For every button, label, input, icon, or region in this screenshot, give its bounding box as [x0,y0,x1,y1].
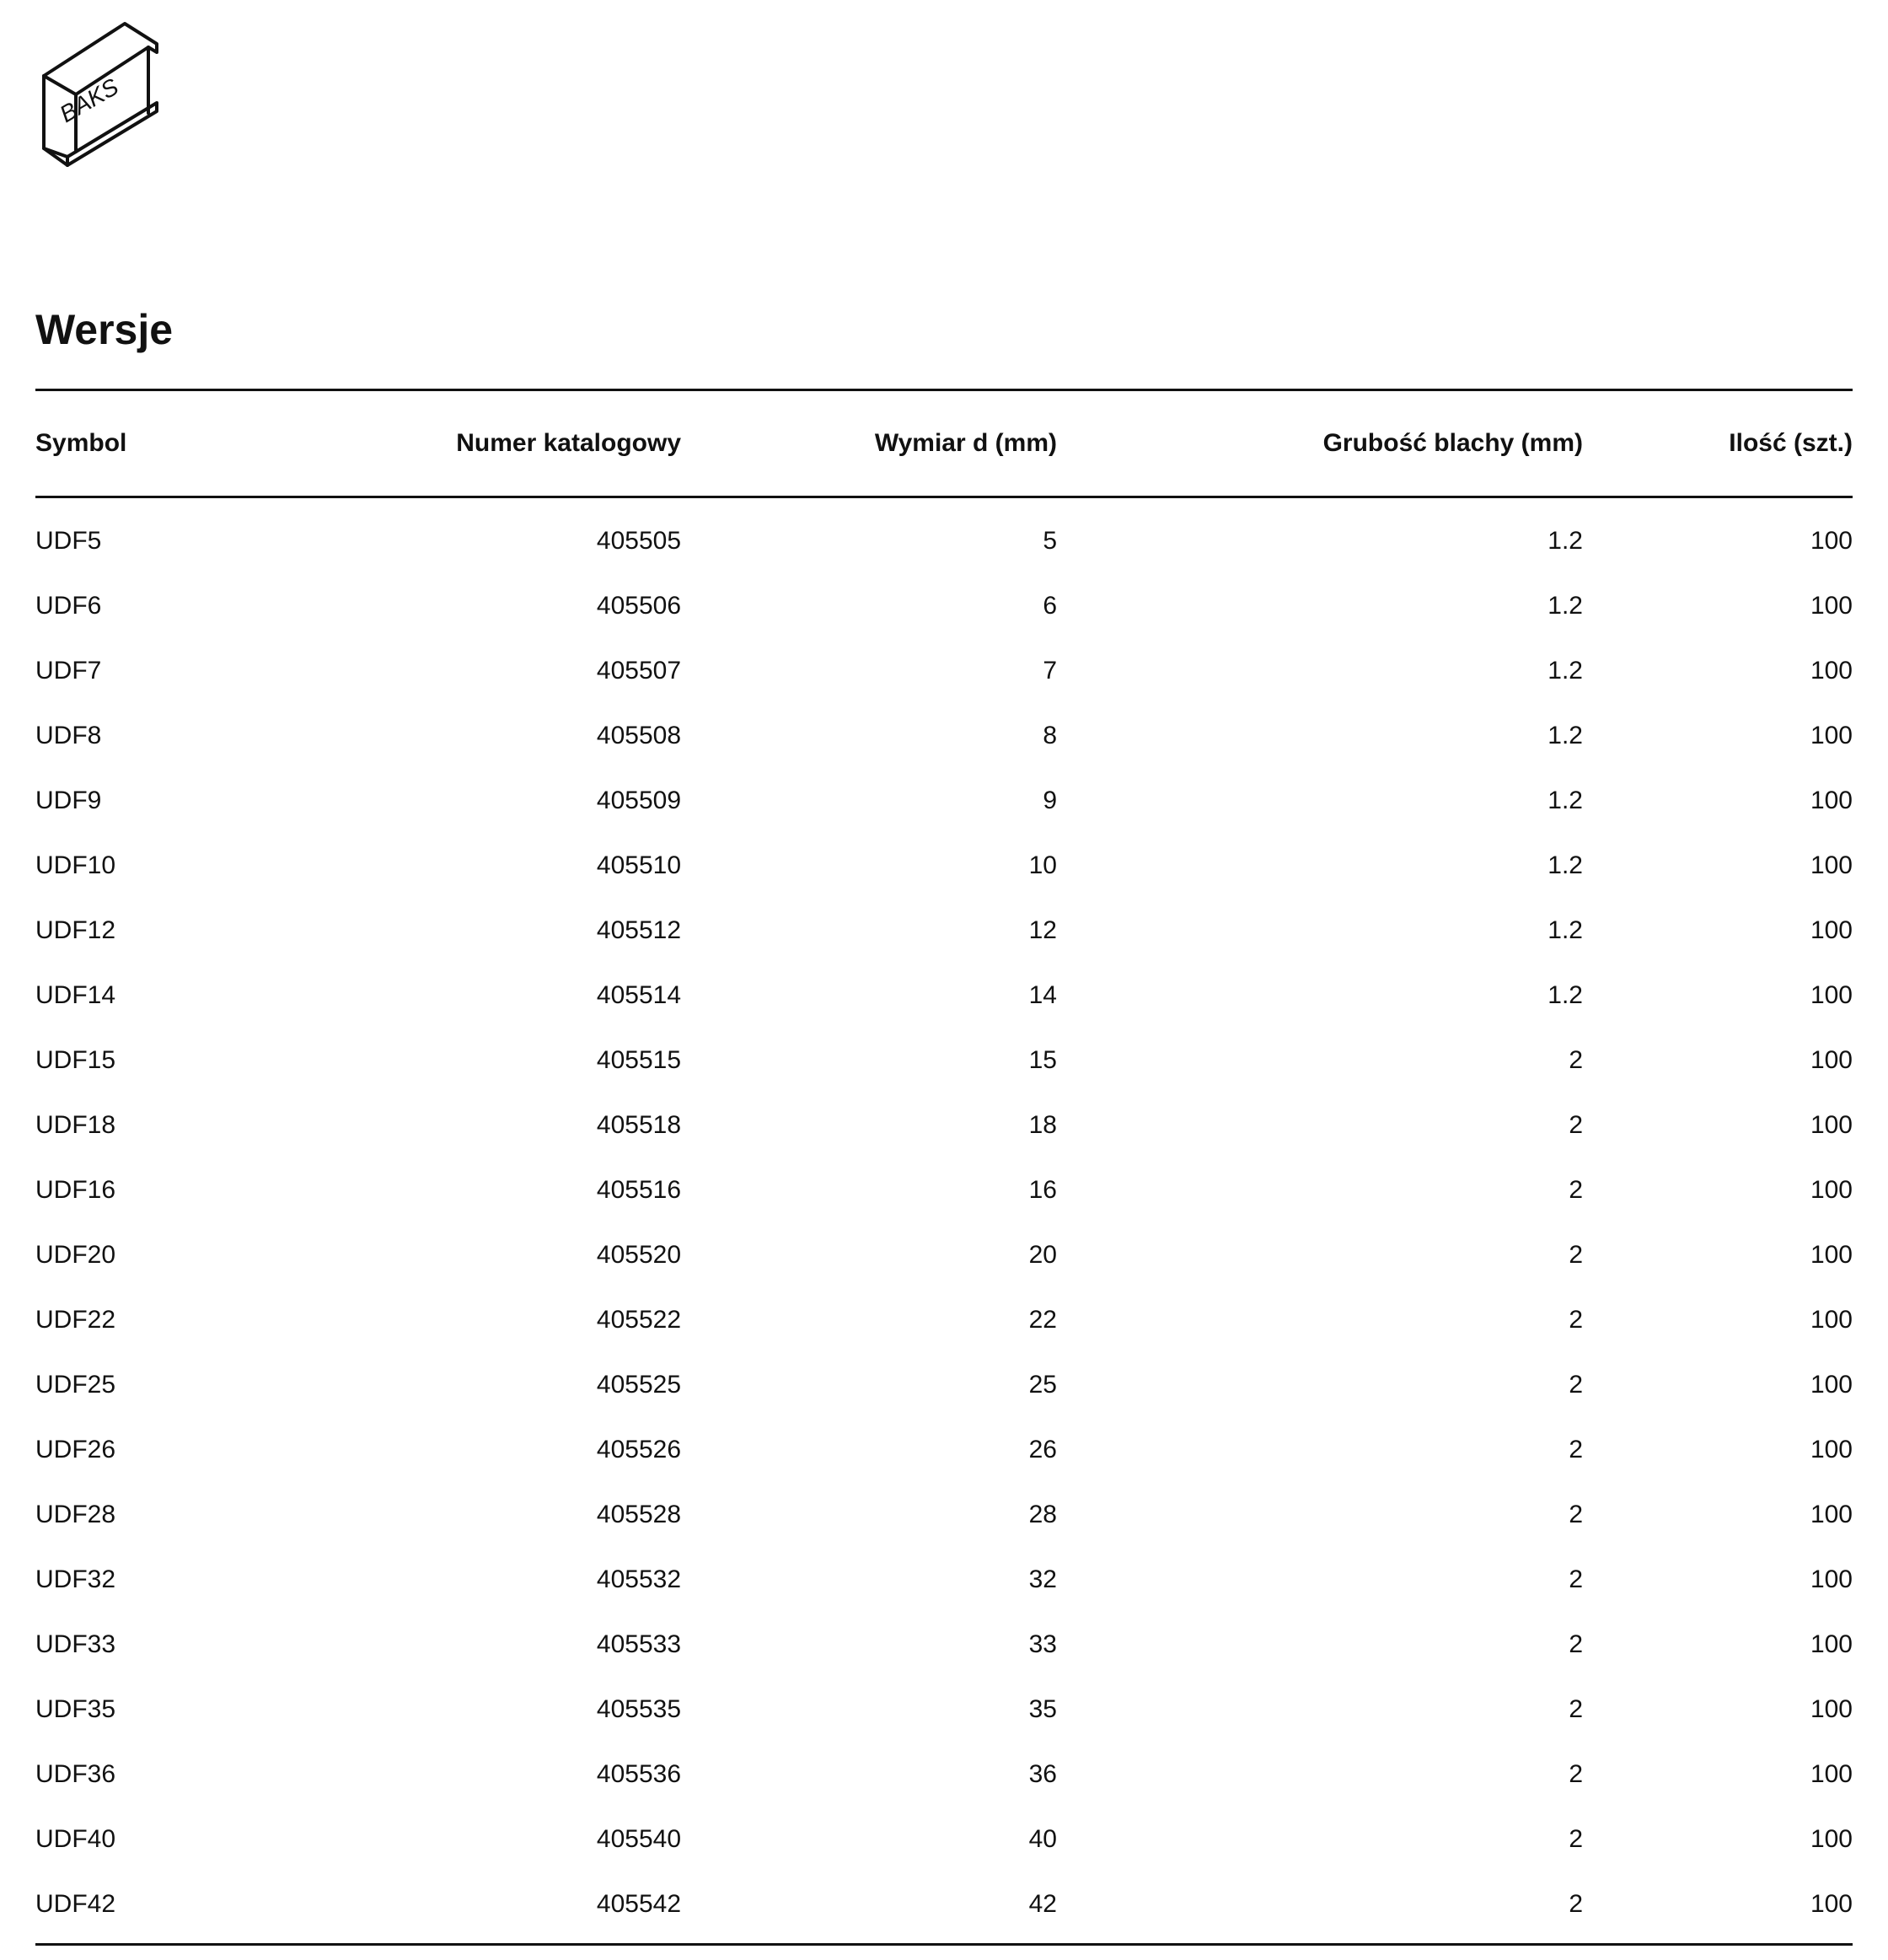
table-row [35,1287,1853,1352]
cell-quantity: 100 [1810,1240,1853,1269]
cell-symbol: UDF18 [35,1110,116,1139]
table-row [35,1157,1853,1222]
cell-dimension: 26 [1028,1435,1057,1463]
column-header-sheet-thickness: Grubość blachy (mm) [1057,390,1583,497]
cell-quantity: 100 [1810,980,1853,1009]
cell-dimension: 16 [1028,1175,1057,1204]
cell-symbol: UDF12 [35,916,116,944]
cell-catalog-number: 405507 [596,656,681,685]
column-header-quantity: Ilość (szt.) [1583,390,1853,497]
cell-catalog-number: 405509 [596,786,681,814]
cell-sheet-thickness: 1.2 [1547,656,1583,685]
table-row [35,703,1853,768]
cell-catalog-number: 405526 [596,1435,681,1463]
cell-catalog-number: 405506 [596,591,681,620]
cell-sheet-thickness: 1.2 [1547,721,1583,749]
versions-table [35,389,1853,1946]
cell-sheet-thickness: 1.2 [1547,916,1583,944]
cell-quantity: 100 [1810,1694,1853,1723]
cell-symbol: UDF25 [35,1370,116,1399]
cell-quantity: 100 [1810,526,1853,555]
cell-symbol: UDF8 [35,721,102,749]
cell-sheet-thickness: 2 [1569,1370,1583,1399]
table-row [35,1612,1853,1677]
column-header-symbol: Symbol [35,390,288,497]
cell-quantity: 100 [1810,786,1853,814]
cell-sheet-thickness: 2 [1569,1240,1583,1269]
cell-dimension: 6 [1043,591,1057,620]
cell-quantity: 100 [1810,1824,1853,1853]
cell-symbol: UDF42 [35,1871,288,1945]
cell-dimension: 20 [1028,1240,1057,1269]
cell-sheet-thickness: 1.2 [1547,526,1583,555]
cell-dimension: 12 [1028,916,1057,944]
cell-catalog-number: 405512 [596,916,681,944]
cell-quantity: 100 [1810,1565,1853,1593]
cell-catalog-number: 405542 [288,1871,681,1945]
cell-catalog-number: 405536 [596,1759,681,1788]
table-row [35,497,1853,574]
cell-dimension: 18 [1028,1110,1057,1139]
cell-sheet-thickness: 2 [1569,1565,1583,1593]
cell-sheet-thickness: 1.2 [1547,591,1583,620]
cell-symbol: UDF16 [35,1175,116,1204]
cell-symbol: UDF14 [35,980,116,1009]
cell-quantity: 100 [1810,1110,1853,1139]
table-row [35,1482,1853,1547]
cell-sheet-thickness: 2 [1569,1305,1583,1334]
cell-dimension: 14 [1028,980,1057,1009]
table-row [35,638,1853,703]
cell-quantity: 100 [1810,1045,1853,1074]
table-row [35,1547,1853,1612]
cell-quantity: 100 [1810,1175,1853,1204]
table-header-row [35,390,1853,497]
cell-quantity: 100 [1810,1370,1853,1399]
cell-dimension: 15 [1028,1045,1057,1074]
cell-quantity: 100 [1810,721,1853,749]
table-row [35,1871,1853,1945]
cell-sheet-thickness: 1.2 [1547,851,1583,879]
table-row [35,1742,1853,1807]
table-row [35,833,1853,898]
cell-dimension: 22 [1028,1305,1057,1334]
cell-symbol: UDF26 [35,1435,116,1463]
column-header-catalog-number: Numer katalogowy [288,390,681,497]
cell-quantity: 100 [1810,656,1853,685]
cell-symbol: UDF7 [35,656,102,685]
cell-dimension: 33 [1028,1630,1057,1658]
cell-symbol: UDF10 [35,851,116,879]
table-row [35,573,1853,638]
table-row [35,1352,1853,1417]
cell-symbol: UDF36 [35,1759,116,1788]
table-row [35,898,1853,963]
cell-catalog-number: 405532 [596,1565,681,1593]
table-row [35,963,1853,1028]
cell-sheet-thickness: 1.2 [1547,786,1583,814]
cell-symbol: UDF32 [35,1565,116,1593]
cell-sheet-thickness: 2 [1057,1871,1583,1945]
cell-sheet-thickness: 2 [1569,1824,1583,1853]
cell-symbol: UDF6 [35,591,102,620]
table-row [35,1677,1853,1742]
cell-catalog-number: 405510 [596,851,681,879]
cell-sheet-thickness: 2 [1569,1630,1583,1658]
cell-catalog-number: 405520 [596,1240,681,1269]
table-body [35,497,1853,1945]
cell-symbol: UDF22 [35,1305,116,1334]
cell-quantity: 100 [1810,1630,1853,1658]
cell-quantity: 100 [1810,1305,1853,1334]
cell-dimension: 40 [1028,1824,1057,1853]
cell-dimension: 9 [1043,786,1057,814]
table-row [35,768,1853,833]
cell-sheet-thickness: 1.2 [1547,980,1583,1009]
cell-quantity: 100 [1810,1500,1853,1528]
cell-dimension: 32 [1028,1565,1057,1593]
cell-catalog-number: 405508 [596,721,681,749]
section-title: Wersje [35,306,174,353]
cell-dimension: 5 [1043,526,1057,555]
cell-symbol: UDF33 [35,1630,116,1658]
cell-catalog-number: 405518 [596,1110,681,1139]
cell-catalog-number: 405540 [596,1824,681,1853]
cell-catalog-number: 405515 [596,1045,681,1074]
cell-catalog-number: 405525 [596,1370,681,1399]
cell-catalog-number: 405528 [596,1500,681,1528]
cell-dimension: 7 [1043,656,1057,685]
column-header-dimension: Wymiar d (mm) [681,390,1057,497]
cell-dimension: 28 [1028,1500,1057,1528]
cell-catalog-number: 405505 [596,526,681,555]
cell-sheet-thickness: 2 [1569,1500,1583,1528]
cell-dimension: 42 [681,1871,1057,1945]
table-row [35,1807,1853,1871]
cell-quantity: 100 [1810,916,1853,944]
cell-quantity: 100 [1810,1759,1853,1788]
table-row [35,1417,1853,1482]
cell-sheet-thickness: 2 [1569,1110,1583,1139]
cell-sheet-thickness: 2 [1569,1175,1583,1204]
table-row [35,1222,1853,1287]
cell-catalog-number: 405516 [596,1175,681,1204]
cell-symbol: UDF5 [35,526,102,555]
cell-quantity: 100 [1810,1435,1853,1463]
cell-sheet-thickness: 2 [1569,1045,1583,1074]
cell-symbol: UDF28 [35,1500,116,1528]
cell-quantity: 100 [1583,1871,1853,1945]
cell-symbol: UDF20 [35,1240,116,1269]
table-row [35,1093,1853,1157]
cell-catalog-number: 405522 [596,1305,681,1334]
cell-symbol: UDF35 [35,1694,116,1723]
cell-catalog-number: 405514 [596,980,681,1009]
cell-sheet-thickness: 2 [1569,1435,1583,1463]
cell-dimension: 35 [1028,1694,1057,1723]
cell-quantity: 100 [1810,591,1853,620]
cell-symbol: UDF15 [35,1045,116,1074]
cell-dimension: 10 [1028,851,1057,879]
cell-catalog-number: 405533 [596,1630,681,1658]
cell-symbol: UDF40 [35,1824,116,1853]
cell-dimension: 25 [1028,1370,1057,1399]
cell-quantity: 100 [1810,851,1853,879]
table-row [35,1028,1853,1093]
cell-sheet-thickness: 2 [1569,1694,1583,1723]
cell-dimension: 8 [1043,721,1057,749]
cell-catalog-number: 405535 [596,1694,681,1723]
cell-dimension: 36 [1028,1759,1057,1788]
cell-sheet-thickness: 2 [1569,1759,1583,1788]
baks-channel-profile-icon [34,15,169,167]
logo-text: BAKS [55,72,123,128]
cell-symbol: UDF9 [35,786,102,814]
